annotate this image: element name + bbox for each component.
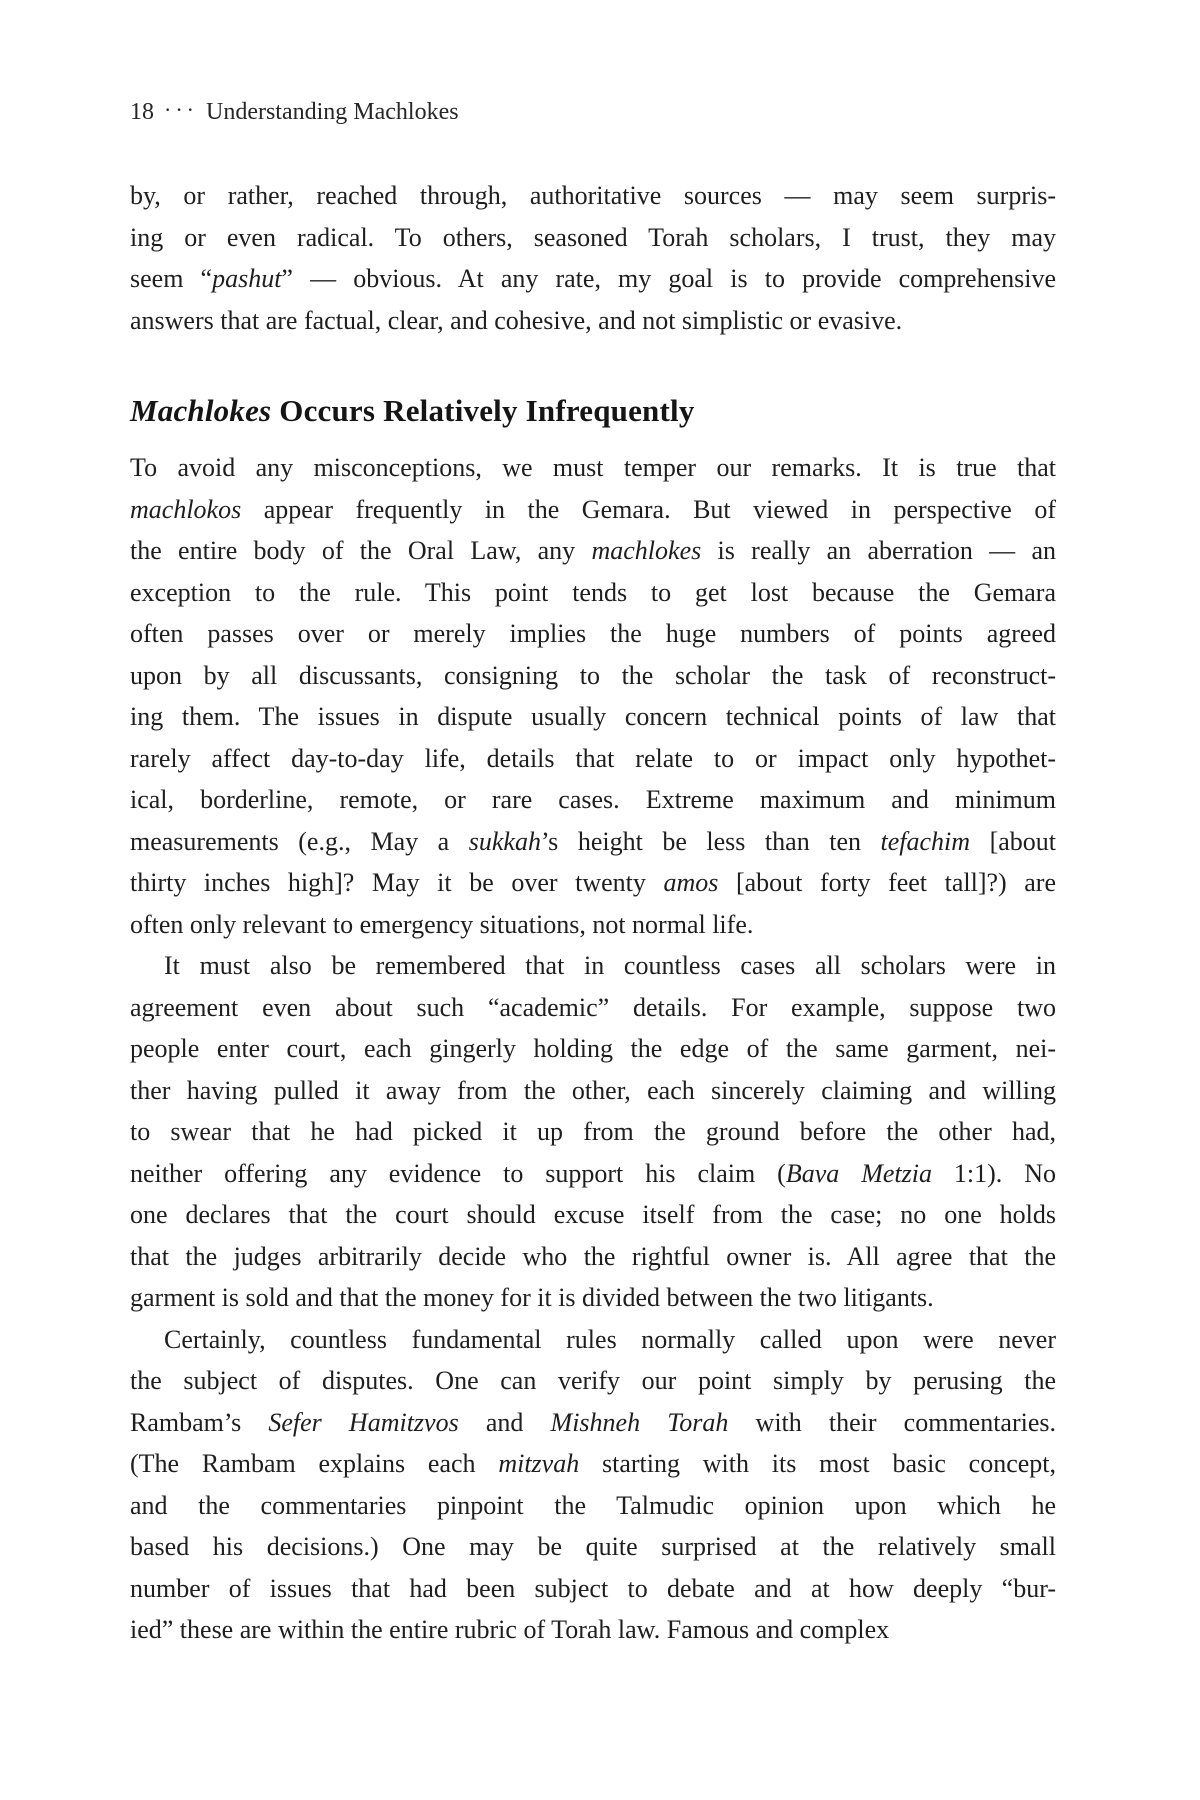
italic-term: machlokes — [591, 536, 702, 565]
text-segment: agreement even about such “academic” details. For example, suppose two — [130, 992, 1056, 1022]
paragraph — [130, 175, 1056, 341]
text-segment: seem “ — [130, 264, 213, 293]
text-line — [130, 945, 1056, 987]
text-segment: Occurs Relatively Infrequently — [271, 393, 695, 428]
page-number: 18 — [130, 99, 154, 125]
text-line — [130, 1028, 1056, 1070]
text-line — [130, 738, 1056, 780]
text-segment: that the judges arbitrarily decide who the rightful owner is. All agree that the — [130, 1241, 1056, 1271]
page-content — [130, 175, 1056, 1651]
text-line — [130, 779, 1056, 821]
text-segment: ing them. The issues in dispute usually concern technical points of law that — [130, 702, 1056, 731]
paragraph — [130, 447, 1056, 945]
paragraph — [130, 1319, 1056, 1651]
paragraph — [130, 945, 1056, 1319]
text-segment: often only relevant to emergency situations, not normal life. — [130, 909, 754, 939]
text-line — [130, 904, 1056, 946]
text-segment: Rambam’s — [130, 1407, 269, 1437]
text-segment: exception to the rule. This point tends to get lost because the Gemara — [130, 577, 1056, 607]
text-line — [130, 821, 1056, 863]
text-line — [130, 1277, 1056, 1319]
running-title: Understanding Machlokes — [205, 99, 459, 125]
running-header — [130, 98, 459, 126]
text-segment: and — [458, 1407, 551, 1437]
italic-term: Machlokes — [130, 393, 272, 428]
text-segment: 1:1). No — [931, 1158, 1056, 1188]
text-segment: often passes over or merely implies the huge numbers of points agreed — [130, 619, 1056, 648]
text-segment: ied” these are within the entire rubric of Torah law. Famous and complex — [130, 1615, 890, 1644]
text-segment: ical, borderline, remote, or rare cases. Extreme maximum and minimum — [130, 785, 1056, 814]
text-line — [130, 1402, 1056, 1444]
text-line — [130, 1568, 1056, 1610]
text-line — [130, 300, 1056, 342]
text-line — [130, 1153, 1056, 1195]
header-separator: ··· — [164, 97, 198, 122]
text-segment: by, or rather, reached through, authoritative sources — may seem surpris- — [130, 181, 1056, 210]
text-line — [130, 696, 1056, 738]
text-segment: upon by all discussants, consigning to the scholar the task of reconstruct- — [130, 660, 1056, 690]
text-line — [130, 1360, 1056, 1402]
text-line — [130, 1070, 1056, 1112]
text-line — [130, 1236, 1056, 1278]
text-segment: measurements (e.g., May a — [130, 826, 469, 856]
text-segment: to swear that he had picked it up from the ground before the other had, — [130, 1117, 1056, 1146]
text-segment: answers that are factual, clear, and cohesive, and not simplistic or evasive. — [130, 305, 903, 335]
text-segment: number of issues that had been subject to debate and at how deeply “bur- — [130, 1573, 1056, 1603]
text-line — [130, 175, 1056, 217]
text-segment: It must also be remembered that in countless cases all scholars were in — [164, 951, 1056, 980]
text-segment: ’s height be less than ten — [540, 826, 881, 856]
text-line — [130, 1111, 1056, 1153]
text-segment: [about — [970, 826, 1057, 856]
text-line — [130, 1609, 1056, 1651]
text-segment: the entire body of the Oral Law, any — [130, 536, 592, 565]
text-segment: (The Rambam explains each — [130, 1449, 499, 1478]
text-segment: ther having pulled it away from the other, each sincerely claiming and willing — [130, 1075, 1056, 1105]
text-line — [130, 258, 1056, 300]
text-line — [130, 489, 1056, 531]
text-line — [130, 1526, 1056, 1568]
text-segment: one declares that the court should excuse itself from the case; no one holds — [130, 1200, 1056, 1229]
text-line — [130, 987, 1056, 1029]
text-segment: thirty inches high]? May it be over twenty — [130, 868, 664, 897]
italic-term: Bava Metzia — [785, 1158, 932, 1188]
text-line — [130, 447, 1056, 489]
text-line — [130, 613, 1056, 655]
text-segment: ” — obvious. At any rate, my goal is to provide comprehensive — [281, 264, 1056, 293]
text-segment: appear frequently in the Gemara. But viewed in perspective of — [241, 494, 1056, 524]
italic-term: pashut — [212, 264, 282, 293]
text-segment: To avoid any misconceptions, we must temper our remarks. It is true that — [130, 453, 1056, 482]
italic-term: amos — [663, 868, 719, 897]
italic-term: Sefer Hamitzvos — [268, 1407, 459, 1437]
text-line — [130, 1443, 1056, 1485]
italic-term: tefachim — [880, 826, 971, 856]
italic-term: machlokos — [130, 494, 242, 524]
text-segment: is really an aberration — an — [701, 536, 1056, 565]
italic-term: mitzvah — [498, 1449, 580, 1478]
text-line — [130, 217, 1056, 259]
text-segment: starting with its most basic concept, — [579, 1449, 1056, 1478]
text-segment: neither offering any evidence to support his claim ( — [130, 1158, 786, 1188]
text-segment: and the commentaries pinpoint the Talmudic opinion upon which he — [130, 1490, 1056, 1520]
text-segment: ing or even radical. To others, seasoned Torah scholars, I trust, they may — [130, 222, 1056, 252]
text-segment: [about forty feet tall]?) are — [718, 868, 1057, 897]
text-segment: based his decisions.) One may be quite surprised at the relatively small — [130, 1532, 1056, 1561]
text-line — [130, 862, 1056, 904]
text-segment: the subject of disputes. One can verify our point simply by perusing the — [130, 1366, 1056, 1395]
text-line — [130, 572, 1056, 614]
text-segment: people enter court, each gingerly holding the edge of the same garment, nei- — [130, 1034, 1056, 1063]
text-line — [130, 1194, 1056, 1236]
text-segment: garment is sold and that the money for it is divided between the two litigants. — [130, 1283, 934, 1312]
text-segment: rarely affect day-to-day life, details that relate to or impact only hypothet- — [130, 743, 1056, 773]
italic-term: Mishneh Torah — [550, 1407, 729, 1437]
text-segment: with their commentaries. — [728, 1407, 1057, 1437]
italic-term: sukkah — [468, 826, 541, 856]
text-line — [130, 530, 1056, 572]
text-segment: Certainly, countless fundamental rules normally called upon were never — [164, 1324, 1056, 1354]
text-line — [130, 655, 1056, 697]
section-heading — [130, 391, 1056, 431]
text-line — [130, 1319, 1056, 1361]
text-line — [130, 1485, 1056, 1527]
